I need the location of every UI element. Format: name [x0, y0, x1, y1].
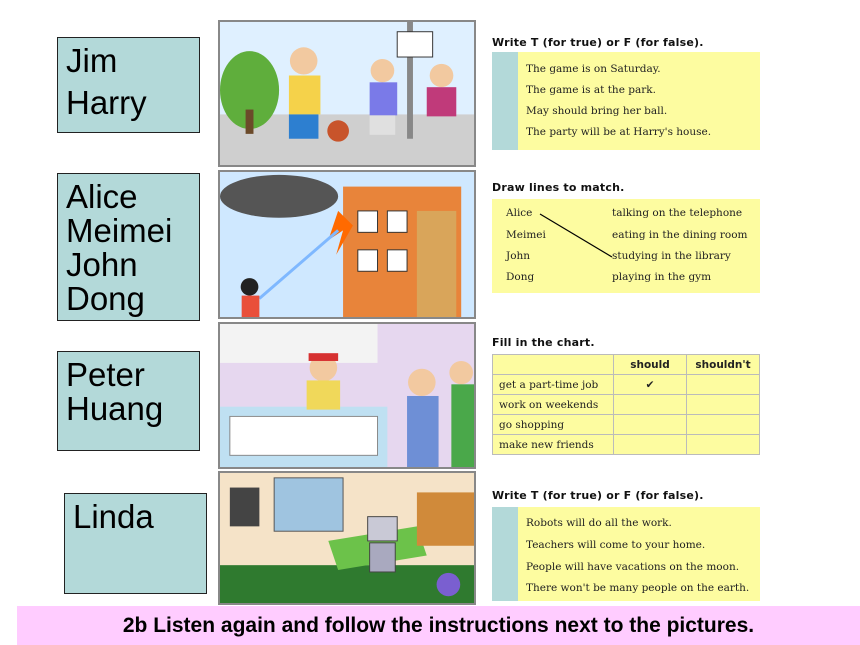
- section4-panel: [492, 507, 760, 601]
- chart-row-label: work on weekends: [493, 395, 614, 415]
- chart-cell-should[interactable]: ✔: [614, 375, 687, 395]
- chart-cell-shouldnt[interactable]: [687, 375, 760, 395]
- name-box-4: [64, 493, 207, 594]
- section4-answer-column[interactable]: [492, 507, 518, 601]
- chart-header-shouldnt: shouldn't: [687, 355, 760, 375]
- section1-answer-column[interactable]: [492, 52, 518, 150]
- section1-item: The game is on Saturday.: [526, 63, 661, 75]
- chart-cell-shouldnt[interactable]: [687, 435, 760, 455]
- chart-cell-shouldnt[interactable]: [687, 395, 760, 415]
- match-left-meimei[interactable]: Meimei: [506, 229, 546, 241]
- name-dong: Dong: [66, 280, 145, 317]
- match-line: [492, 199, 760, 293]
- chart-corner: [493, 355, 614, 375]
- match-right-3[interactable]: studying in the library: [612, 250, 731, 262]
- match-right-2[interactable]: eating in the dining room: [612, 229, 748, 241]
- section1-panel: [492, 52, 760, 150]
- chart-row-label: make new friends: [493, 435, 614, 455]
- section4-title: Write T (for true) or F (for false).: [492, 489, 704, 502]
- instruction-banner: 2b Listen again and follow the instructions next to the pictures.: [17, 606, 860, 645]
- name-box-1: [57, 37, 200, 133]
- match-left-dong[interactable]: Dong: [506, 271, 535, 283]
- picture-fire: [218, 170, 476, 319]
- picture-basketball: [218, 20, 476, 167]
- name-linda: Linda: [73, 498, 154, 535]
- section1-item: The game is at the park.: [526, 84, 656, 96]
- chart-cell-should[interactable]: [614, 415, 687, 435]
- should-chart: [492, 354, 760, 455]
- chart-cell-should[interactable]: [614, 435, 687, 455]
- chart-header-should: should: [614, 355, 687, 375]
- name-meimei: Meimei: [66, 212, 173, 249]
- name-alice: Alice: [66, 178, 138, 215]
- section2-panel: [492, 199, 760, 293]
- section4-item: People will have vacations on the moon.: [526, 561, 740, 573]
- section4-item: There won't be many people on the earth.: [526, 582, 750, 594]
- chart-cell-shouldnt[interactable]: [687, 415, 760, 435]
- chart-row-label: get a part-time job: [493, 375, 614, 395]
- name-box-2: [57, 173, 200, 321]
- picture-shop: [218, 322, 476, 469]
- name-box-3: [57, 351, 200, 451]
- name-harry: Harry: [66, 84, 147, 121]
- section2-title: Draw lines to match.: [492, 181, 625, 194]
- chart-row-label: go shopping: [493, 415, 614, 435]
- match-right-4[interactable]: playing in the gym: [612, 271, 712, 283]
- match-left-john[interactable]: John: [506, 250, 531, 262]
- section4-item: Robots will do all the work.: [526, 517, 672, 529]
- section3-title: Fill in the chart.: [492, 336, 595, 349]
- section1-item: The party will be at Harry's house.: [526, 126, 712, 138]
- picture-robot: [218, 471, 476, 605]
- match-right-1[interactable]: talking on the telephone: [612, 207, 743, 219]
- name-peter: Peter: [66, 356, 145, 393]
- section1-title: Write T (for true) or F (for false).: [492, 36, 704, 49]
- section4-item: Teachers will come to your home.: [526, 539, 706, 551]
- name-huang: Huang: [66, 390, 164, 427]
- name-john: John: [66, 246, 138, 283]
- name-jim: Jim: [66, 42, 118, 79]
- section1-item: May should bring her ball.: [526, 105, 668, 117]
- chart-cell-should[interactable]: [614, 395, 687, 415]
- match-left-alice[interactable]: Alice: [506, 207, 533, 219]
